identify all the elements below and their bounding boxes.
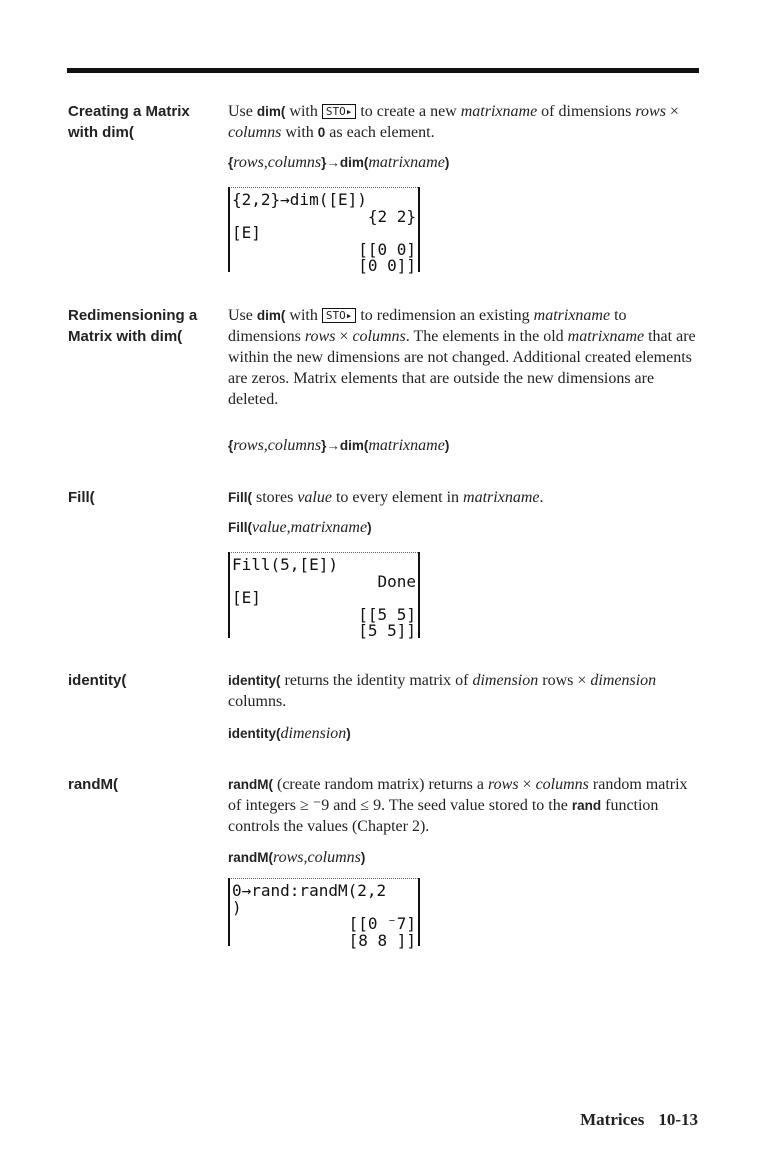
argument-token: dimension	[590, 672, 657, 689]
text-run: to create a new	[356, 103, 461, 120]
argument-token: rows,columns	[233, 154, 322, 171]
argument-token: value,matrixname	[252, 519, 368, 536]
text-run: rows ×	[538, 672, 591, 689]
text-run: .	[539, 489, 544, 506]
screen-line: {2 2}	[367, 206, 416, 226]
screen-line: [[0 ⁻7]	[348, 914, 416, 933]
command-token: Fill(	[228, 520, 252, 535]
text-run: ×	[518, 776, 536, 793]
page-footer	[580, 1110, 698, 1130]
heading-fill: Fill(	[68, 489, 95, 506]
text-run: ×	[665, 103, 679, 120]
text-run: to dimensions	[228, 307, 627, 345]
screen-line: Done	[377, 571, 416, 591]
calc-screen-fill	[228, 552, 420, 638]
command-token: randM(	[228, 850, 273, 865]
screen-line: [8 8 ]]	[348, 930, 416, 950]
top-rule	[67, 68, 699, 73]
command-token: 0	[317, 125, 326, 140]
text-run: (create random matrix) returns a	[273, 776, 489, 793]
command-token: )	[367, 520, 372, 535]
screen-line: {2,2}→dim([E])	[232, 190, 367, 209]
screen-border	[418, 878, 420, 946]
screen-line: [0 0]]	[358, 256, 416, 275]
text-run: returns the identity matrix of	[280, 672, 473, 689]
command-token: }→dim(	[321, 438, 369, 453]
syntax-fill	[228, 518, 372, 538]
command-token: )	[444, 438, 450, 453]
syntax-creating-matrix	[228, 153, 449, 173]
text-run: as each element.	[325, 124, 435, 141]
command-token: {	[228, 155, 234, 170]
body-identity	[228, 670, 668, 712]
text-run: Use	[228, 307, 257, 324]
command-token: identity(	[228, 673, 281, 688]
heading-identity: identity(	[68, 672, 127, 689]
command-token: dim(	[256, 308, 286, 323]
argument-token: rows	[304, 328, 336, 345]
text-run: to every element in	[331, 489, 464, 506]
text-run: that are within the new dimensions are not changed. Additional created elements are zeros. Matrix elements that are outside the new dimensions are deleted.	[228, 328, 696, 408]
command-token: rand	[571, 798, 602, 813]
sto-key: STO▸	[322, 308, 357, 323]
argument-token: rows,columns	[233, 437, 322, 454]
argument-token: dimension	[280, 725, 347, 742]
screen-line: [E]	[232, 588, 261, 607]
heading-redimensioning: Redimensioning a Matrix with dim(	[68, 307, 198, 345]
argument-token: rows	[488, 776, 519, 793]
command-token: )	[360, 850, 366, 865]
command-token: identity(	[228, 726, 281, 741]
body-fill	[228, 487, 702, 508]
command-token: {	[228, 438, 234, 453]
screen-border	[418, 187, 420, 272]
body-creating-matrix	[228, 101, 702, 143]
screen-border	[228, 552, 230, 638]
heading-randm: randM(	[68, 776, 118, 793]
sto-key: STO▸	[322, 104, 357, 119]
command-token: }→dim(	[321, 155, 369, 170]
syntax-identity	[228, 724, 351, 744]
text-run: with	[285, 307, 322, 324]
screen-line: )	[232, 897, 242, 917]
screen-border	[228, 878, 230, 946]
argument-token: rows,columns	[273, 849, 361, 866]
text-run: with	[281, 124, 318, 141]
argument-token: matrixname	[533, 307, 611, 324]
command-token: )	[346, 726, 351, 741]
text-run: . The elements in the old	[405, 328, 568, 345]
argument-token: matrixname	[460, 103, 538, 120]
argument-token: matrixname	[368, 154, 445, 171]
screen-line: [[5 5]	[358, 604, 416, 624]
argument-token: matrixname	[567, 328, 645, 345]
text-run: stores	[252, 489, 298, 506]
argument-token: rows	[635, 103, 666, 120]
argument-token: columns	[535, 776, 589, 793]
calc-screen-randm	[228, 878, 420, 950]
screen-line: Fill(5,[E])	[232, 555, 338, 574]
screen-line: 0→rand:randM(2,2	[232, 881, 387, 900]
text-run: of dimensions	[537, 103, 636, 120]
body-randm	[228, 774, 702, 837]
syntax-randm	[228, 848, 365, 868]
text-run: function controls the values (Chapter 2).	[228, 797, 659, 835]
argument-token: dimension	[472, 672, 539, 689]
body-redimensioning	[228, 305, 702, 410]
argument-token: value	[297, 489, 332, 506]
argument-token: columns	[352, 328, 406, 345]
screen-line: [5 5]]	[358, 621, 416, 640]
calc-screen-dim	[228, 187, 420, 275]
text-run: to redimension an existing	[356, 307, 534, 324]
heading-creating-matrix: Creating a Matrix with dim(	[68, 103, 190, 141]
text-run: with	[285, 103, 322, 120]
argument-token: matrixname	[368, 437, 445, 454]
command-token: Fill(	[228, 490, 252, 505]
command-token: )	[444, 155, 450, 170]
footer-page-number: 10-13	[658, 1110, 698, 1129]
screen-line: [[0 0]	[358, 239, 416, 259]
syntax-redimensioning	[228, 436, 449, 456]
screen-border	[418, 552, 420, 638]
screen-border	[228, 187, 230, 272]
text-run: Use	[228, 103, 257, 120]
screen-line: [E]	[232, 223, 261, 242]
command-token: randM(	[228, 777, 273, 792]
text-run: columns.	[228, 693, 287, 710]
text-run: random matrix of integers ≥ ⁻9 and ≤ 9. The seed value stored to the	[228, 776, 688, 814]
text-run: ×	[335, 328, 353, 345]
command-token: dim(	[256, 104, 286, 119]
argument-token: columns	[228, 124, 282, 141]
footer-chapter-title: Matrices	[580, 1110, 645, 1129]
argument-token: matrixname	[463, 489, 540, 506]
